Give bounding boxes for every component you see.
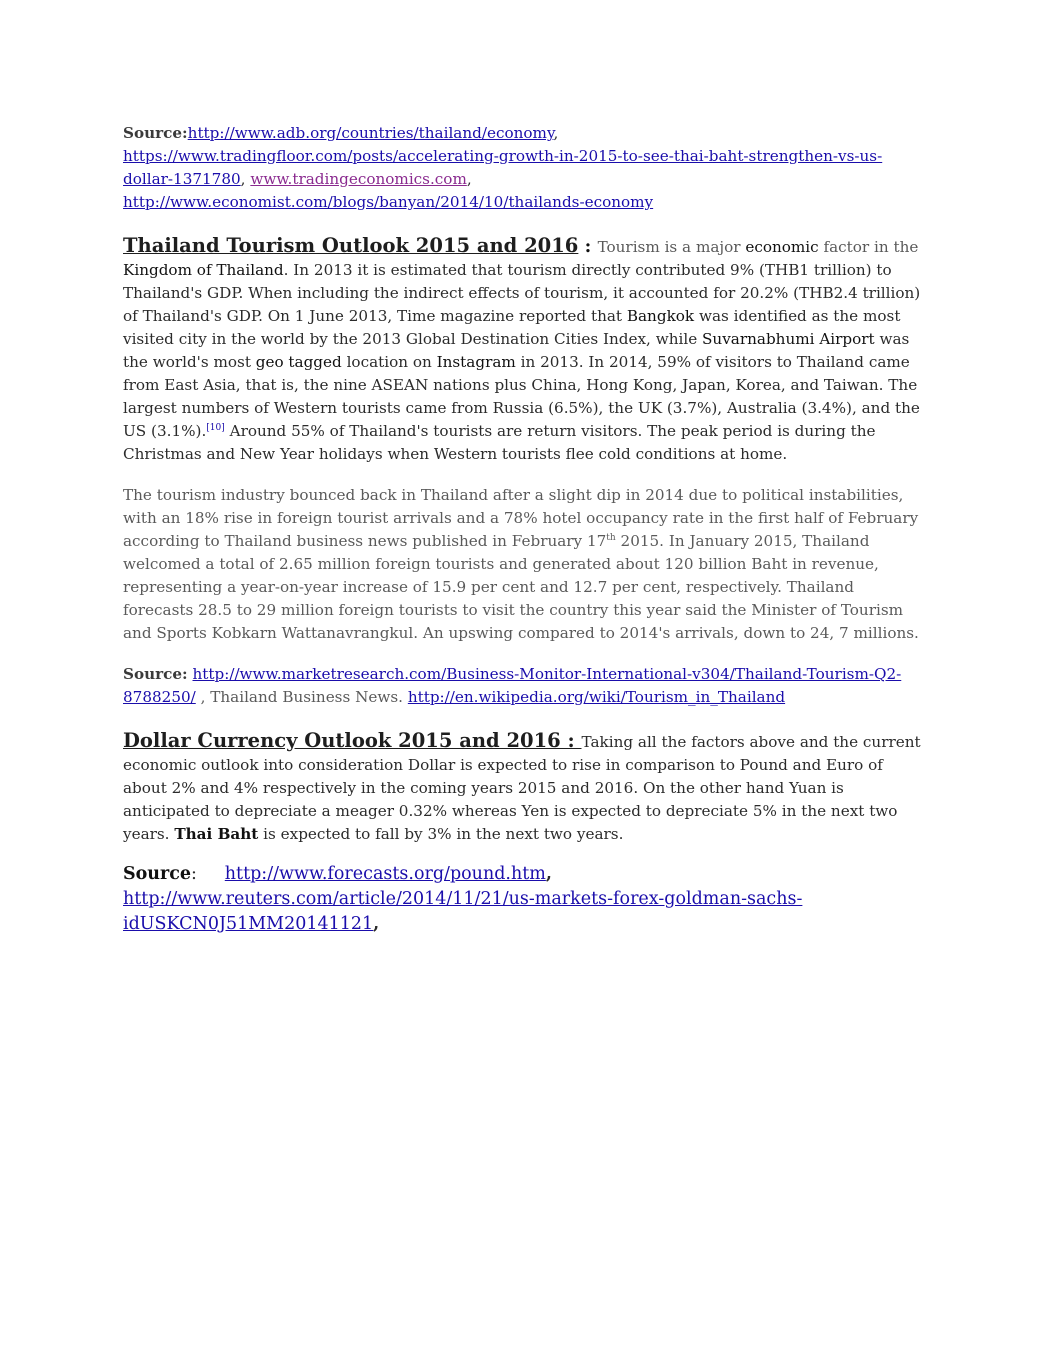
sources-paragraph-tourism	[123, 663, 923, 709]
reference-link[interactable]: [10]	[206, 422, 225, 433]
thai-baht-term: Thai Baht	[174, 825, 259, 843]
instagram-term: Instagram	[436, 353, 516, 371]
separator-comma: ,	[373, 914, 380, 934]
ordinal-suffix: th	[606, 532, 616, 543]
source-label: Source:	[123, 665, 188, 683]
economic-term: economic	[745, 238, 819, 256]
sources-paragraph-currency	[123, 862, 923, 937]
tourism-text: factor in the	[818, 238, 919, 256]
tradingfloor-link[interactable]: https://www.tradingfloor.com/posts/accelerating-growth-in-2015-to-see-thai-baht-strengthen-vs-us-dollar-1371780	[123, 147, 883, 188]
tourism-recovery-paragraph	[123, 484, 923, 645]
tourism-text: was the world's most	[123, 330, 910, 371]
sources-paragraph-economy: Source:http://www.adb.org/countries/thailand/economy, https://www.tradingfloor.com/posts/accelerating-growth-in-2015-to-see-thai-baht-strengthen-vs-us-dollar-1371780, www.tradingeconomics.com, http://www.economist.com/blogs/banyan/2014/10/thailands-economy	[123, 124, 883, 211]
separator-comma: ,	[545, 864, 552, 884]
dollar-heading: Dollar Currency Outlook 2015 and 2016 :	[123, 729, 582, 752]
dollar-text: is expected to fall by 3% in the next two years.	[258, 825, 624, 843]
dollar-paragraph	[123, 729, 923, 846]
tourism-text: Around 55% of Thailand's tourists are return visitors. The peak period is during the Christmas and New Year holidays when Western tourists flee cold conditions at home.	[123, 422, 876, 463]
kingdom-term: Kingdom of Thailand	[123, 261, 284, 279]
marketresearch-link[interactable]: http://www.marketresearch.com/Business-Monitor-International-v304/Thailand-Tourism-Q2-8788250/	[123, 665, 902, 706]
tourism-heading: Thailand Tourism Outlook 2015 and 2016	[123, 234, 579, 257]
tourism-text: in 2013. In 2014, 59% of visitors to Thailand came from East Asia, that is, the nine ASEAN nations plus China, Hong Kong, Japan, Korea, and Taiwan. The largest numbers of Western tourists came from Russia (6.5%), the UK (3.7%), Australia (3.4%), and the US (3.1%).	[123, 353, 920, 440]
dollar-text: Taking all the factors above and the current economic outlook into consideration Dollar is expected to rise in comparison to Pound and Euro of about 2% and 4% respectively in the coming years 2015 and 2016. On the other hand Yuan is anticipated to depreciate a meager 0.32% whereas Yen is expected to depreciate 5% in the next two years.	[123, 733, 921, 843]
source-label: Source	[123, 864, 192, 884]
tourism-text: Tourism is a major	[597, 238, 746, 256]
tradingeconomics-link[interactable]: www.tradingeconomics.com	[250, 170, 467, 188]
bangkok-term: Bangkok	[626, 307, 695, 325]
reuters-link[interactable]: http://www.reuters.com/article/2014/11/21/us-markets-forex-goldman-sachs-idUSKCN0J51MM20141121	[123, 889, 803, 934]
source-text: , Thailand Business News.	[195, 688, 408, 706]
wikipedia-link[interactable]: http://en.wikipedia.org/wiki/Tourism_in_Thailand	[407, 688, 786, 706]
geotagged-term: geo tagged	[255, 353, 342, 371]
tourism-text: . In 2013 it is estimated that tourism directly contributed 9% (THB1 trillion) to Thailand's GDP. When including the indirect effects of tourism, it accounted for 20.2% (THB2.4 trillion) of Thailand's GDP. On 1 June 2013, Time magazine reported that	[123, 261, 921, 325]
forecasts-link[interactable]: http://www.forecasts.org/pound.htm	[224, 864, 546, 884]
tourism-heading-colon: :	[578, 236, 598, 257]
airport-term: Suvarnabhumi Airport	[702, 330, 875, 348]
economist-link[interactable]: http://www.economist.com/blogs/banyan/2014/10/thailands-economy	[123, 193, 654, 211]
tourism-text: location on	[341, 353, 437, 371]
tourism-text: was identified as the most visited city in the world by the 2013 Global Destination Cities Index, while	[123, 307, 901, 348]
adb-link[interactable]: http://www.adb.org/countries/thailand/economy	[187, 124, 554, 142]
source-label: Source:	[123, 124, 188, 142]
tourism-paragraph	[123, 234, 923, 466]
recovery-text: The tourism industry bounced back in Thailand after a slight dip in 2014 due to political instabilities, with an 18% rise in foreign tourist arrivals and a 78% hotel occupancy rate in the first half of February according to Thailand business news published in February 17	[123, 486, 919, 550]
source-colon: :	[191, 864, 225, 884]
document-page	[123, 122, 923, 937]
recovery-text: 2015. In January 2015, Thailand welcomed a total of 2.65 million foreign tourists and generated about 120 billion Baht in revenue, representing a year-on-year increase of 15.9 per cent and 12.7 per cent, respectively. Thailand forecasts 28.5 to 29 million foreign tourists to visit the country this year said the Minister of Tourism and Sports Kobkarn Wattanavrangkul. An upswing compared to 2014's arrivals, down to 24, 7 millions.	[123, 532, 919, 642]
